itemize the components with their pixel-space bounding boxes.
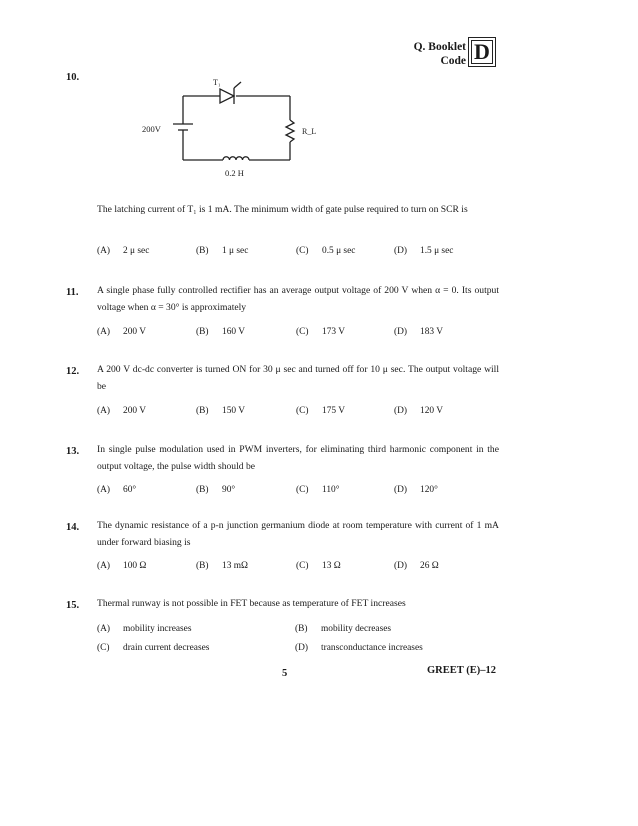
question-number: 11. <box>66 287 79 298</box>
booklet-label-line1: Q. Booklet <box>413 41 466 53</box>
option-label: (B) <box>196 327 209 337</box>
question-number: 14. <box>66 522 80 533</box>
option-label: (A) <box>97 246 111 256</box>
inductor-label: 0.2 H <box>225 168 244 178</box>
option-d[interactable] <box>394 561 439 571</box>
thyristor-label: T₁ <box>213 78 221 87</box>
option-text: mobility increases <box>123 624 192 634</box>
option-b[interactable] <box>196 406 245 416</box>
option-a[interactable] <box>97 624 191 634</box>
question-text: The dynamic resistance of a p-n junction germanium diode at room temperature with current of 1 mA under forward biasing is <box>97 520 499 548</box>
option-c[interactable] <box>296 561 341 571</box>
option-label: (C) <box>296 485 309 495</box>
option-text: 1 μ sec <box>222 246 249 256</box>
option-c[interactable] <box>97 643 209 653</box>
page-number: 5 <box>282 668 288 679</box>
option-d[interactable] <box>295 643 423 653</box>
option-c[interactable] <box>296 246 355 256</box>
option-label: (C) <box>296 561 309 571</box>
option-label: (A) <box>97 327 111 337</box>
option-b[interactable] <box>196 327 245 337</box>
booklet-code: D <box>471 40 493 64</box>
option-label: (B) <box>196 246 209 256</box>
option-c[interactable] <box>296 485 339 495</box>
option-text: 150 V <box>222 406 246 416</box>
option-text: 160 V <box>222 327 246 337</box>
option-label: (D) <box>295 643 309 653</box>
question-number: 15. <box>66 600 80 611</box>
option-label: (A) <box>97 485 111 495</box>
option-text: 200 V <box>123 327 147 337</box>
option-b[interactable] <box>295 624 391 634</box>
option-label: (A) <box>97 406 111 416</box>
option-d[interactable] <box>394 485 438 495</box>
option-c[interactable] <box>296 327 345 337</box>
option-text: 100 Ω <box>123 561 147 571</box>
option-text: transconductance increases <box>321 643 423 653</box>
option-text: 90° <box>222 485 236 495</box>
question-text: A single phase fully controlled rectifier has an average output voltage of 200 V when α = 0. Its output voltage when α = 30° is approximately <box>97 285 499 313</box>
option-label: (D) <box>394 327 408 337</box>
option-text: 13 mΩ <box>222 561 248 571</box>
option-text: 26 Ω <box>420 561 439 571</box>
option-text: 200 V <box>123 406 147 416</box>
option-label: (A) <box>97 561 111 571</box>
option-text: 13 Ω <box>322 561 341 571</box>
option-label: (D) <box>394 561 408 571</box>
load-resistor-label: R_L <box>302 127 317 136</box>
booklet-label-line2: Code <box>440 55 466 67</box>
option-label: (C) <box>296 406 309 416</box>
question-text: A 200 V dc-dc converter is turned ON for 30 μ sec and turned off for 10 μ sec. The output voltage will be <box>97 364 499 392</box>
paper-code: GREET (E)–12 <box>427 665 496 676</box>
option-text: 110° <box>322 485 340 495</box>
option-text: 120° <box>420 485 438 495</box>
option-text: 173 V <box>322 327 346 337</box>
option-a[interactable] <box>97 246 149 256</box>
option-label: (D) <box>394 406 408 416</box>
question-text: Thermal runway is not possible in FET because as temperature of FET increases <box>97 598 406 609</box>
option-a[interactable] <box>97 485 136 495</box>
question-text: In single pulse modulation used in PWM inverters, for eliminating third harmonic component in the output voltage, the pulse width should be <box>97 444 499 472</box>
question-number: 12. <box>66 366 80 377</box>
option-b[interactable] <box>196 561 248 571</box>
scr-circuit-diagram <box>130 74 330 186</box>
option-text: drain current decreases <box>123 643 210 653</box>
booklet-code-label <box>414 40 466 68</box>
option-label: (C) <box>97 643 110 653</box>
option-label: (B) <box>196 561 209 571</box>
option-label: (B) <box>295 624 308 634</box>
question-number: 10. <box>66 72 80 83</box>
option-label: (D) <box>394 485 408 495</box>
option-label: (B) <box>196 406 209 416</box>
option-text: mobility decreases <box>321 624 392 634</box>
option-label: (B) <box>196 485 209 495</box>
option-text: 183 V <box>420 327 444 337</box>
option-text: 175 V <box>322 406 346 416</box>
option-label: (C) <box>296 246 309 256</box>
option-a[interactable] <box>97 327 146 337</box>
booklet-code-box <box>468 37 496 67</box>
option-a[interactable] <box>97 406 146 416</box>
option-text: 120 V <box>420 406 444 416</box>
option-d[interactable] <box>394 327 443 337</box>
option-label: (C) <box>296 327 309 337</box>
option-d[interactable] <box>394 246 453 256</box>
option-text: 60° <box>123 485 137 495</box>
option-c[interactable] <box>296 406 345 416</box>
option-text: 0.5 μ sec <box>322 246 356 256</box>
option-text: 2 μ sec <box>123 246 150 256</box>
option-a[interactable] <box>97 561 146 571</box>
option-d[interactable] <box>394 406 443 416</box>
option-label: (A) <box>97 624 111 634</box>
voltage-source-label: 200V <box>142 124 161 134</box>
option-b[interactable] <box>196 246 248 256</box>
question-number: 13. <box>66 446 80 457</box>
option-label: (D) <box>394 246 408 256</box>
option-text: 1.5 μ sec <box>420 246 454 256</box>
option-b[interactable] <box>196 485 235 495</box>
question-text: The latching current of T₁ is 1 mA. The minimum width of gate pulse required to turn on SCR is <box>97 204 468 215</box>
